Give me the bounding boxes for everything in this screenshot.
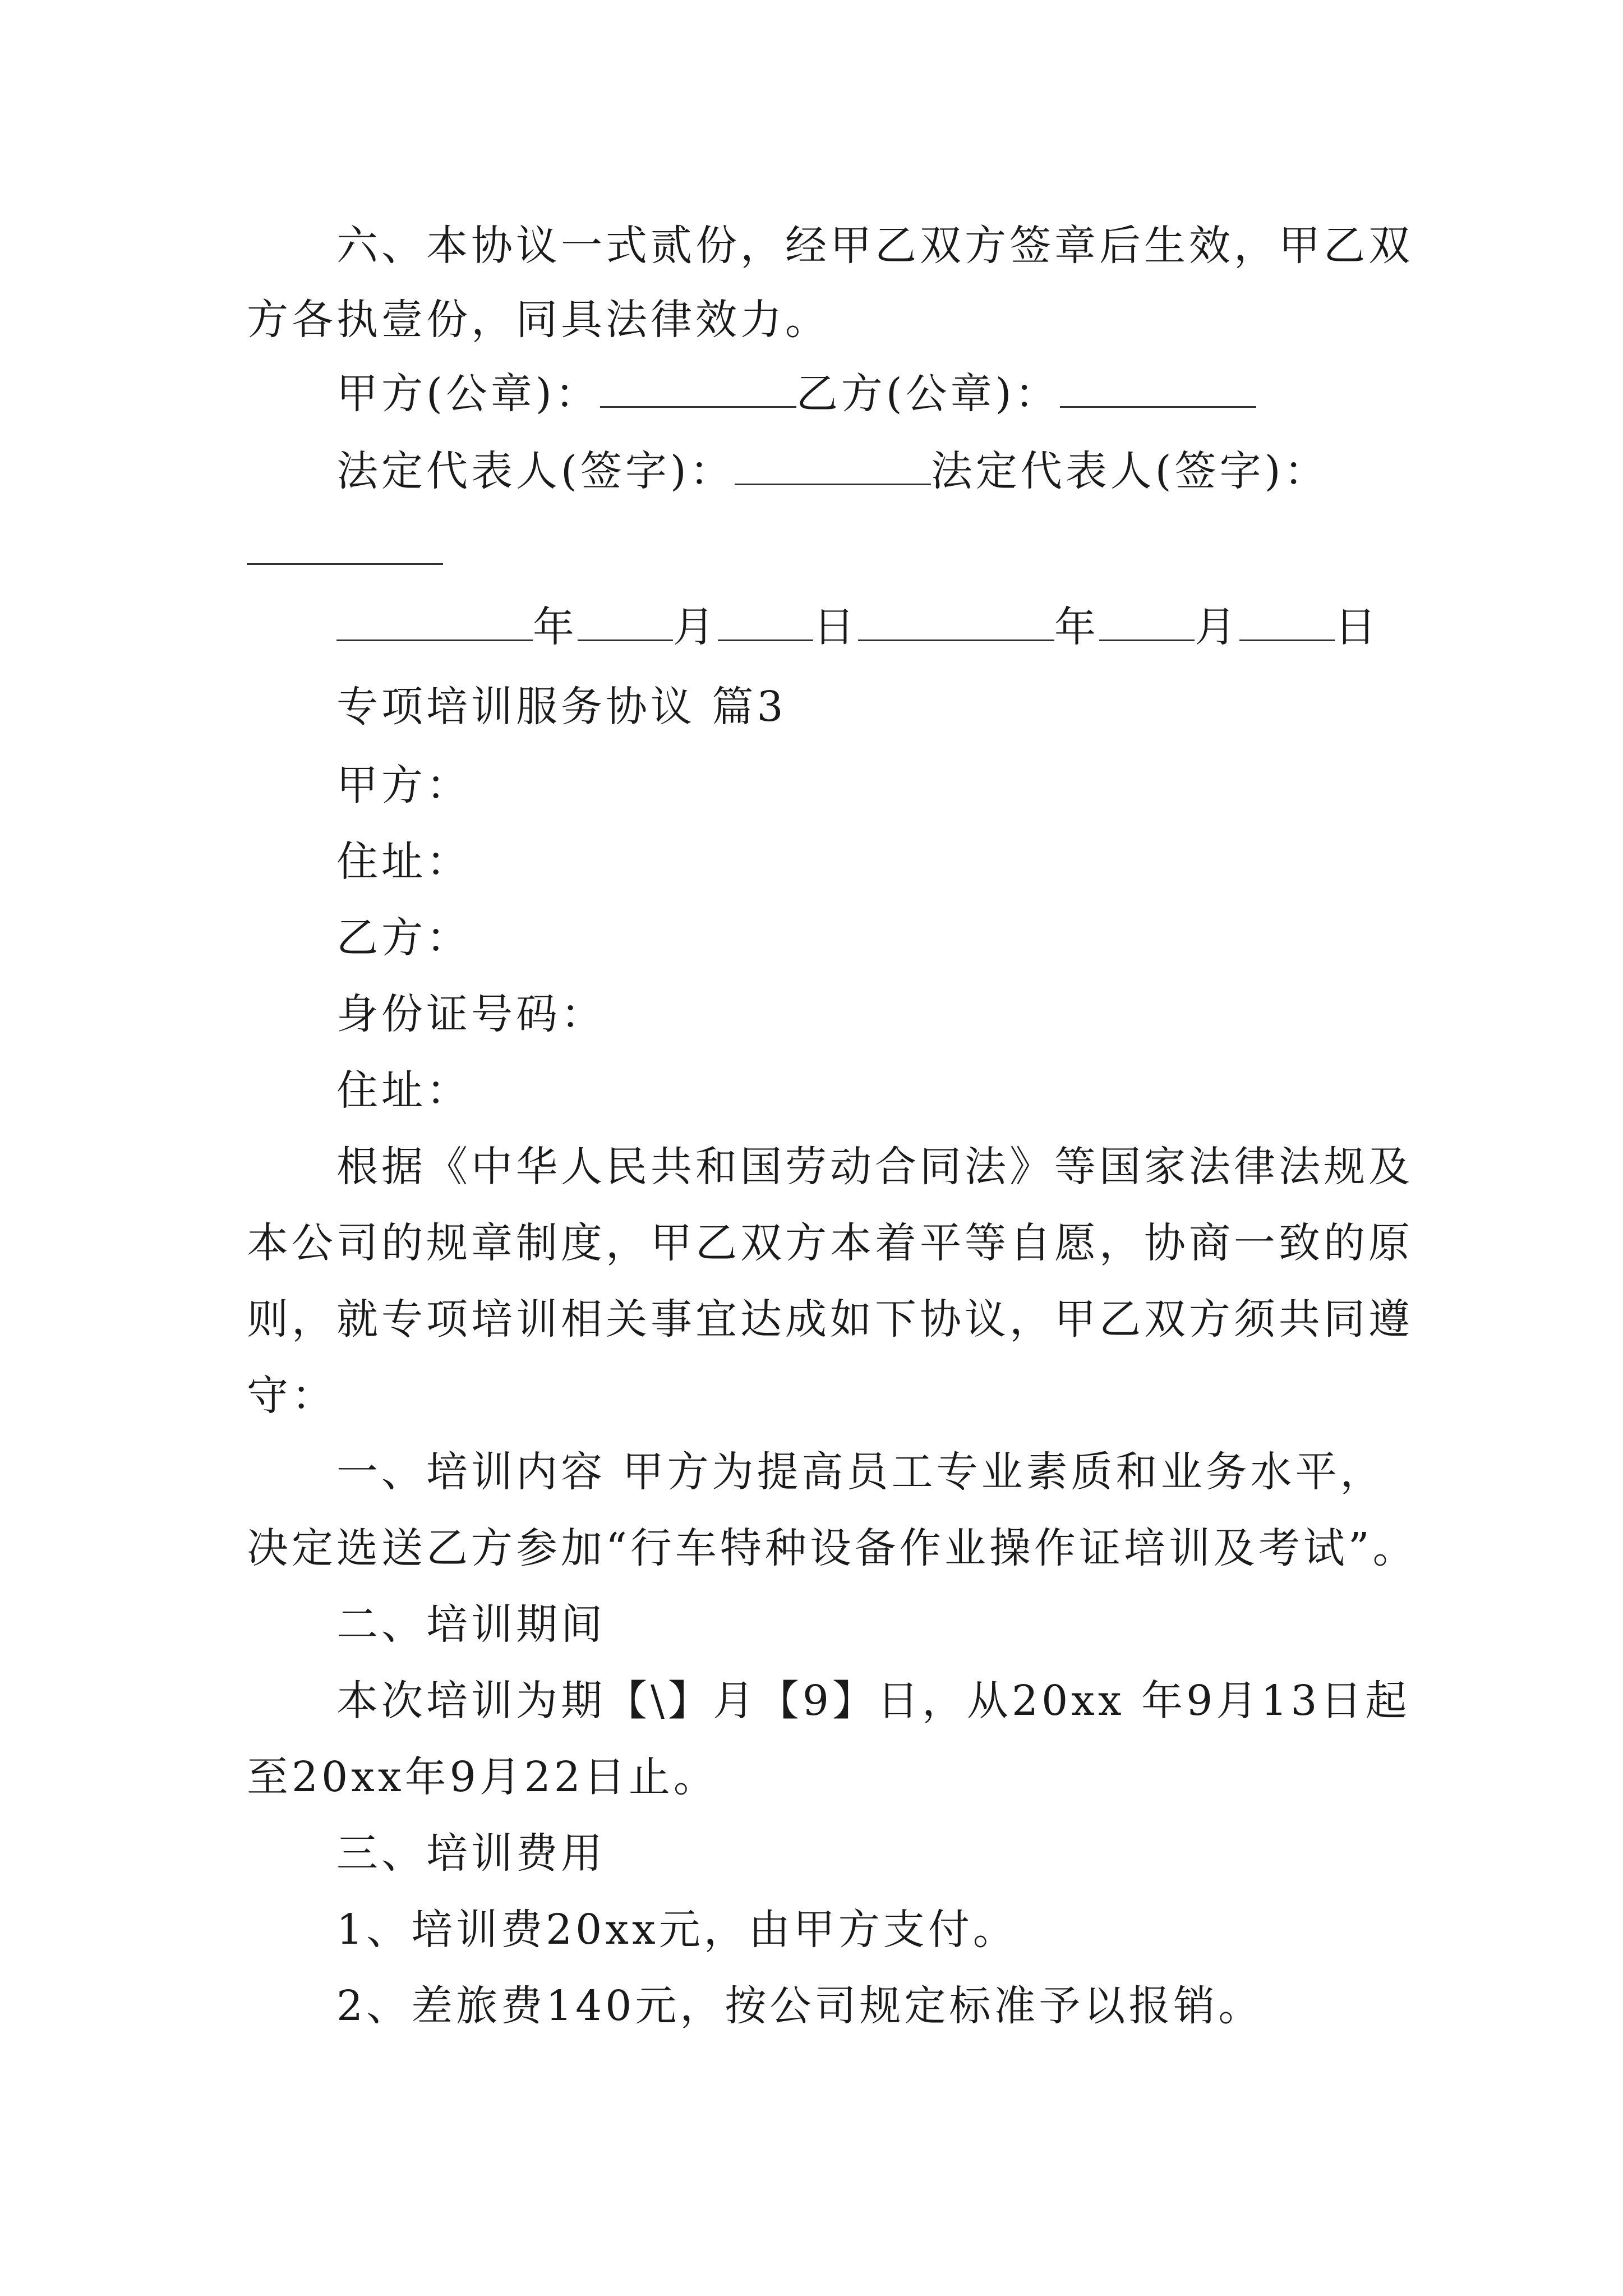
party-b-field: 乙方：: [336, 914, 471, 962]
clause2-line2: 至20xx年9月22日止。: [247, 1753, 718, 1801]
clause2-heading: 二、培训期间: [336, 1600, 606, 1649]
clause3-heading: 三、培训费用: [336, 1829, 606, 1878]
month-b-label: 月: [1195, 603, 1239, 651]
year-b-blank: [858, 600, 1054, 641]
preamble-line4: 守：: [247, 1372, 336, 1420]
clause1-line1: 一、培训内容 甲方为提高员工专业素质和业务水平，: [336, 1448, 1385, 1496]
date-row: [336, 599, 1380, 655]
month-b-blank: [1099, 600, 1195, 641]
id-number-field: 身份证号码：: [336, 990, 606, 1038]
month-a-blank: [578, 600, 673, 641]
year-a-blank: [336, 600, 533, 641]
seal-row: [336, 366, 1256, 422]
year-b-label: 年: [1054, 603, 1099, 651]
legal-rep-b-label: 法定代表人(签字)：: [930, 447, 1329, 495]
party-a-seal-label: 甲方(公章)：: [336, 370, 600, 418]
legal-rep-a-label: 法定代表人(签字)：: [336, 447, 735, 495]
preamble-line2: 本公司的规章制度，甲乙双方本着平等自愿，协商一致的原: [247, 1219, 1413, 1267]
legal-rep-b-blank: [247, 563, 443, 565]
clause6-line1: 六、本协议一式贰份，经甲乙双方签章后生效，甲乙双: [336, 222, 1413, 270]
clause3-item1: 1、培训费20xx元，由甲方支付。: [336, 1906, 1018, 1954]
legal-rep-a-blank: [735, 444, 931, 485]
preamble-line1: 根据《中华人民共和国劳动合同法》等国家法律法规及: [336, 1143, 1413, 1191]
clause2-line1: 本次培训为期【\】月【9】日，从20xx 年9月13日起: [336, 1677, 1410, 1725]
section-title: 专项培训服务协议 篇3: [336, 683, 787, 731]
clause1-line2: 决定选送乙方参加“行车特种设备作业操作证培训及考试”。: [247, 1524, 1418, 1572]
preamble-line3: 则，就专项培训相关事宜达成如下协议，甲乙双方须共同遵: [247, 1295, 1413, 1343]
day-b-label: 日: [1335, 603, 1380, 651]
party-a-field: 甲方：: [336, 761, 471, 809]
party-b-seal-label: 乙方(公章)：: [796, 370, 1060, 418]
clause3-item2: 2、差旅费140元，按公司规定标准予以报销。: [336, 1982, 1264, 2030]
month-a-label: 月: [673, 603, 718, 651]
legal-rep-row: [336, 443, 1329, 499]
year-a-label: 年: [533, 603, 578, 651]
day-a-blank: [718, 600, 813, 641]
address-b-field: 住址：: [336, 1066, 471, 1115]
day-b-blank: [1239, 600, 1335, 641]
clause6-line2: 方各执壹份，同具法律效力。: [247, 296, 830, 344]
day-a-label: 日: [813, 603, 858, 651]
party-a-seal-blank: [600, 367, 796, 408]
party-b-seal-blank: [1060, 367, 1256, 408]
address-a-field: 住址：: [336, 838, 471, 886]
